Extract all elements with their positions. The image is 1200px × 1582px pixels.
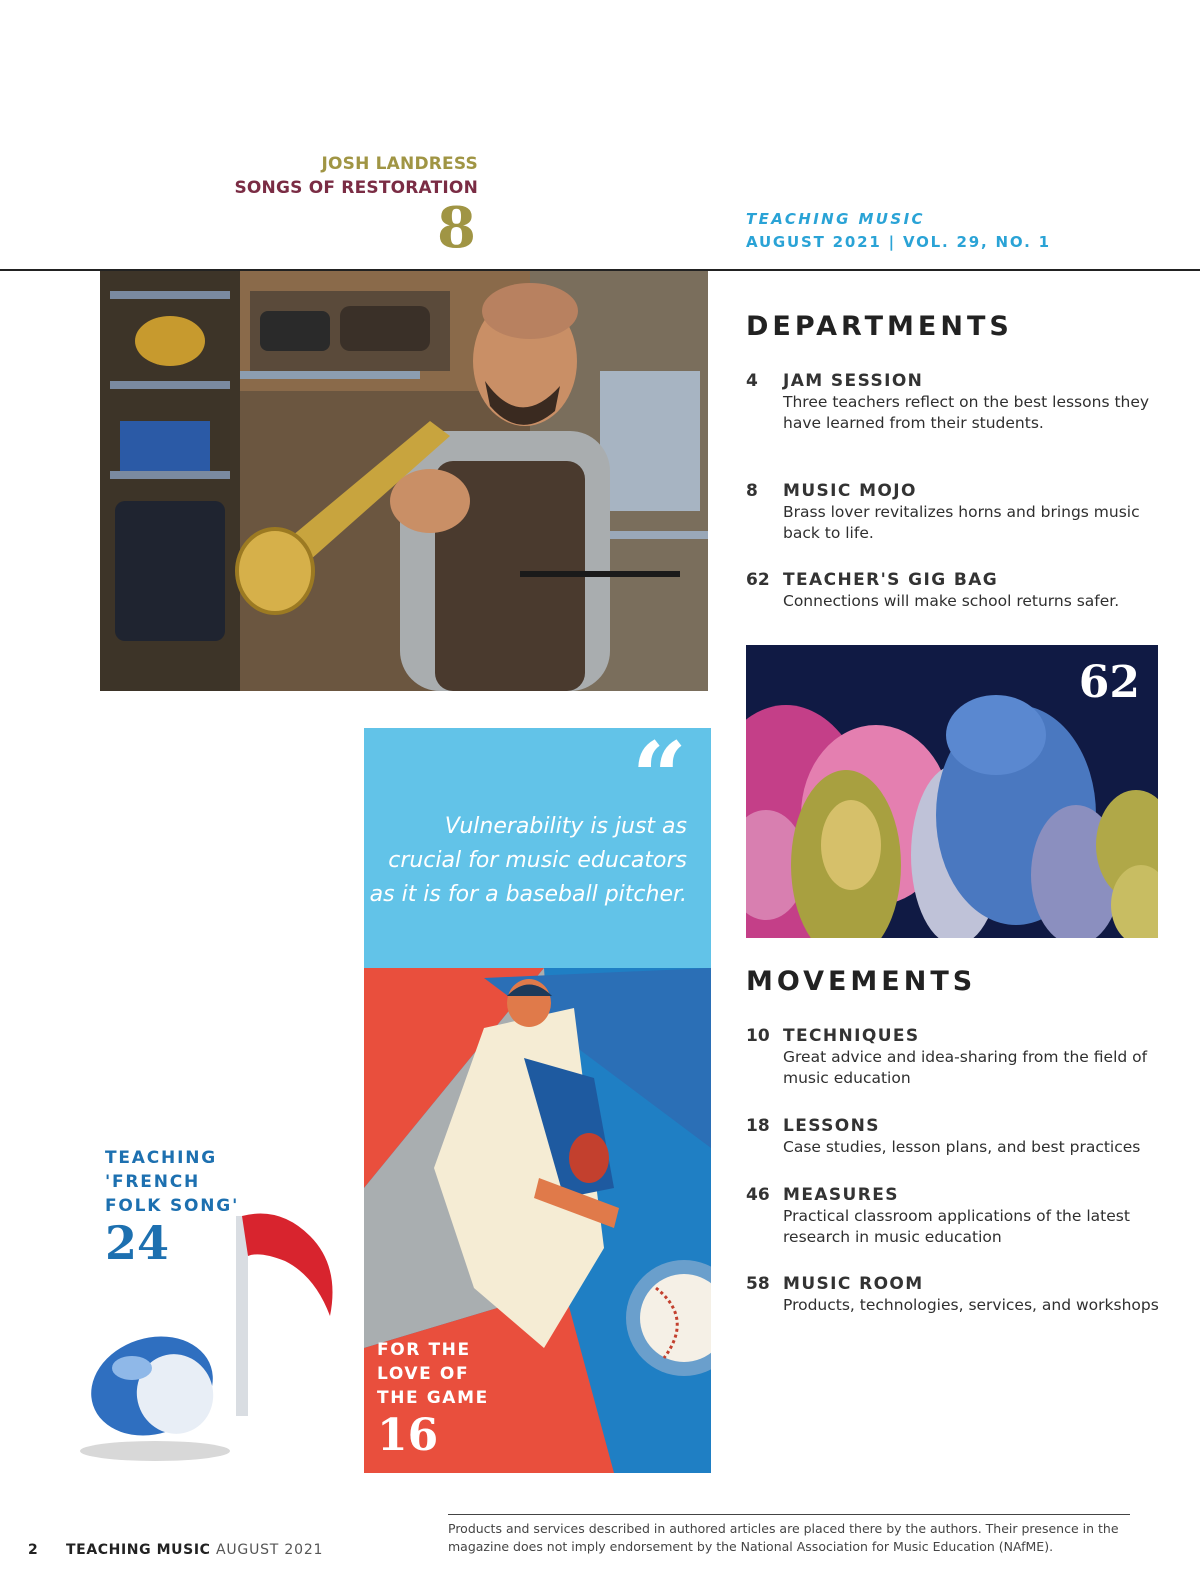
masked-faces-illustration xyxy=(746,645,1158,938)
entry-title[interactable]: MUSIC ROOM xyxy=(783,1274,924,1294)
footer-rule xyxy=(448,1514,1130,1515)
entry-description: Products, technologies, services, and workshops xyxy=(783,1296,1159,1314)
french-title-line: 'FRENCH xyxy=(105,1172,201,1192)
entry-description: Three teachers reflect on the best lessons they have learned from their students. xyxy=(783,393,1150,432)
pitcher-title-line: FOR THE xyxy=(377,1340,471,1360)
feature-author: JOSH LANDRESS xyxy=(321,154,478,174)
gig-bag-page-number: 62 xyxy=(1078,657,1140,708)
movements-heading: MOVEMENTS xyxy=(746,966,977,997)
quote-mark-icon: “ xyxy=(631,728,687,834)
entry-title[interactable]: TEACHER'S GIG BAG xyxy=(783,570,999,590)
entry-page: 46 xyxy=(746,1185,770,1205)
french-title-line: TEACHING xyxy=(105,1148,217,1168)
entry-description: Brass lover revitalizes horns and brings music back to life. xyxy=(783,503,1140,542)
entry-title[interactable]: LESSONS xyxy=(783,1116,880,1136)
masthead-issue: AUGUST 2021 | VOL. 29, NO. 1 xyxy=(746,233,1051,251)
pitcher-feature-title[interactable] xyxy=(377,1338,489,1410)
pitcher-title-line: THE GAME xyxy=(377,1388,489,1408)
masthead-title: TEACHING MUSIC xyxy=(746,210,925,228)
feature-title[interactable]: SONGS OF RESTORATION xyxy=(234,178,478,198)
entry-page: 8 xyxy=(746,481,758,501)
french-title-line: FOLK SONG' xyxy=(105,1196,240,1216)
entry-title[interactable]: TECHNIQUES xyxy=(783,1026,920,1046)
pitcher-quote-panel xyxy=(364,728,711,1473)
entry-page: 4 xyxy=(746,371,758,391)
entry-title[interactable]: MUSIC MOJO xyxy=(783,481,917,501)
departments-heading: DEPARTMENTS xyxy=(746,311,1013,342)
entry-description: Connections will make school returns safer. xyxy=(783,592,1120,610)
entry-page: 10 xyxy=(746,1026,770,1046)
music-note-icon xyxy=(60,1196,350,1476)
entry-description: Practical classroom applications of the latest research in music education xyxy=(783,1207,1130,1246)
feature-page-number: 8 xyxy=(437,195,476,261)
entry-title[interactable]: JAM SESSION xyxy=(783,371,924,391)
trumpet-player-photo xyxy=(100,271,708,691)
footer-magazine-name: TEACHING MUSIC xyxy=(66,1542,211,1558)
footer-disclaimer: Products and services described in authored articles are placed there by the authors. Their presence in the magazine does not imply endorsement by the National Association for Music Education (NAfME). xyxy=(448,1521,1119,1554)
pitcher-title-line: LOVE OF xyxy=(377,1364,470,1384)
pull-quote: Vulnerability is just as crucial for music educators as it is for a baseball pitcher. xyxy=(369,814,687,907)
entry-title[interactable]: MEASURES xyxy=(783,1185,899,1205)
entry-page: 18 xyxy=(746,1116,770,1136)
french-song-page-number: 24 xyxy=(105,1216,170,1270)
pitcher-page-number: 16 xyxy=(377,1410,439,1461)
entry-page: 62 xyxy=(746,570,770,590)
entry-page: 58 xyxy=(746,1274,770,1294)
entry-description: Great advice and idea-sharing from the field of music education xyxy=(783,1048,1148,1087)
footer-date: AUGUST 2021 xyxy=(216,1542,324,1558)
entry-description: Case studies, lesson plans, and best practices xyxy=(783,1138,1141,1156)
page-number: 2 xyxy=(28,1542,38,1558)
